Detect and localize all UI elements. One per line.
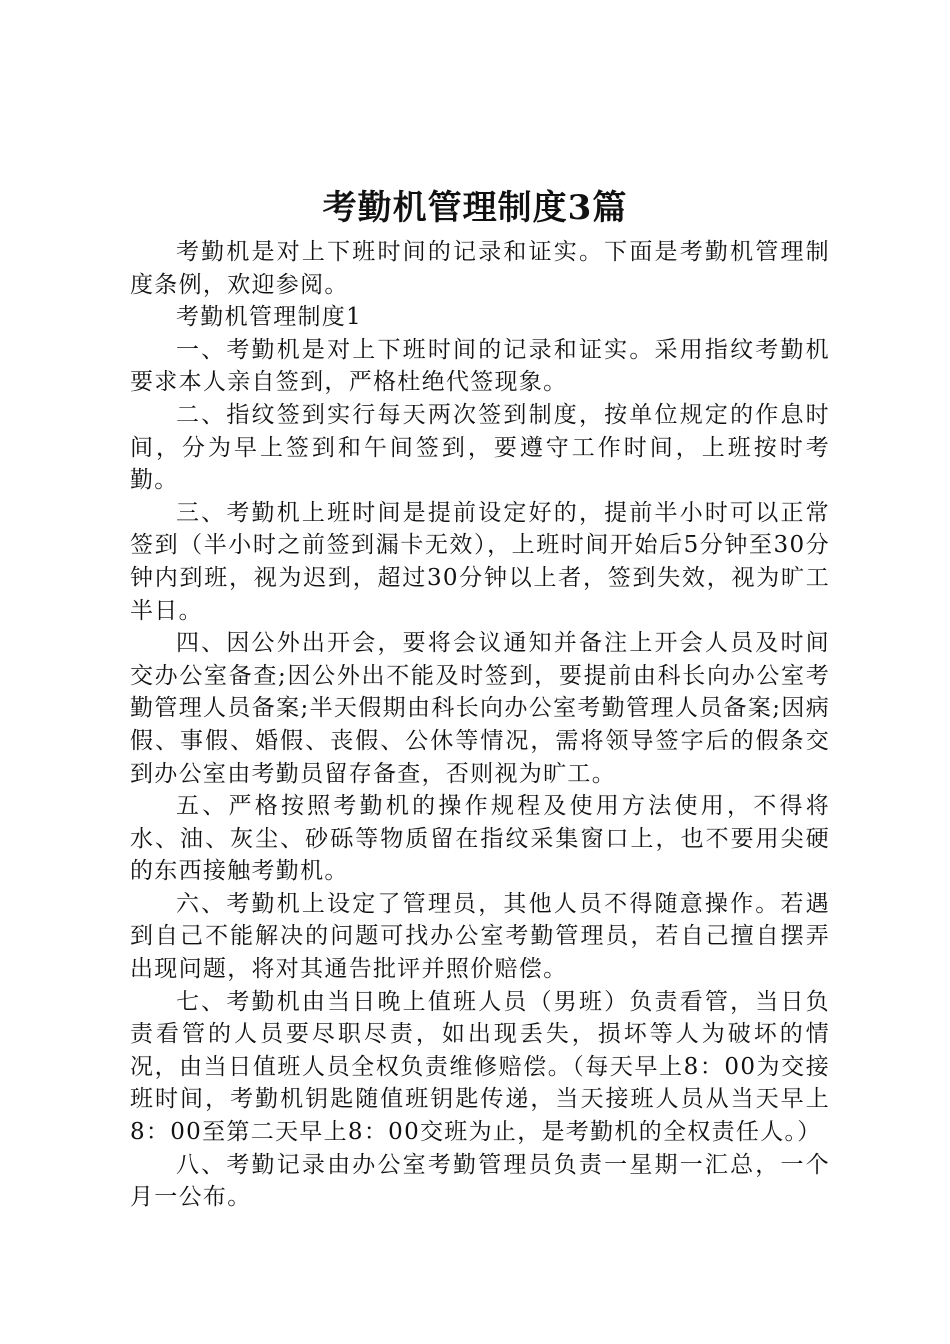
document-title: 考勤机管理制度3篇	[322, 188, 628, 228]
rule-paragraph-3: 三、考勤机上班时间是提前设定好的，提前半小时可以正常签到（半小时之前签到漏卡无效），上班时间开始后5分钟至30分钟内到班，视为迟到，超过30分钟以上者，签到失效，视为旷工半日。	[130, 499, 830, 624]
rule-paragraph-8: 八、考勤记录由办公室考勤管理员负责一星期一汇总，一个月一公布。	[130, 1151, 830, 1211]
section-heading: 考勤机管理制度1	[176, 304, 363, 331]
intro-paragraph: 考勤机是对上下班时间的记录和证实。下面是考勤机管理制度条例，欢迎参阅。	[130, 239, 830, 298]
rule-paragraph-1: 一、考勤机是对上下班时间的记录和证实。采用指纹考勤机要求本人亲自签到，严格杜绝代签现象。	[130, 336, 830, 396]
rule-paragraph-5: 五、严格按照考勤机的操作规程及使用方法使用，不得将水、油、灰尘、砂砾等物质留在指纹采集窗口上，也不要用尖硬的东西接触考勤机。	[130, 793, 830, 885]
rule-paragraph-7: 七、考勤机由当日晚上值班人员（男班）负责看管，当日负责看管的人员要尽职尽责，如出现丢失，损坏等人为破坏的情况，由当日值班人员全权负责维修赔偿。（每天早上8：00为交接班时间，考勤机钥匙随值班钥匙传递，当天接班人员从当天早上8：00至第二天早上8：00交班为止，是考勤机的全权责任人。）	[130, 988, 830, 1146]
rule-paragraph-2: 二、指纹签到实行每天两次签到制度，按单位规定的作息时间，分为早上签到和午间签到，要遵守工作时间，上班按时考勤。	[130, 401, 830, 494]
document-body	[130, 236, 830, 1214]
rule-paragraph-6: 六、考勤机上设定了管理员，其他人员不得随意操作。若遇到自己不能解决的问题可找办公室考勤管理员，若自己擅自摆弄出现问题，将对其通告批评并照价赔偿。	[130, 890, 830, 983]
rule-paragraph-4: 四、因公外出开会，要将会议通知并备注上开会人员及时间交办公室备查;因公外出不能及时签到，要提前由科长向办公室考勤管理人员备案;半天假期由科长向办公室考勤管理人员备案;因病假、事假、婚假、丧假、公休等情况，需将领导签字后的假条交到办公室由考勤员留存备查，否则视为旷工。	[130, 630, 830, 787]
